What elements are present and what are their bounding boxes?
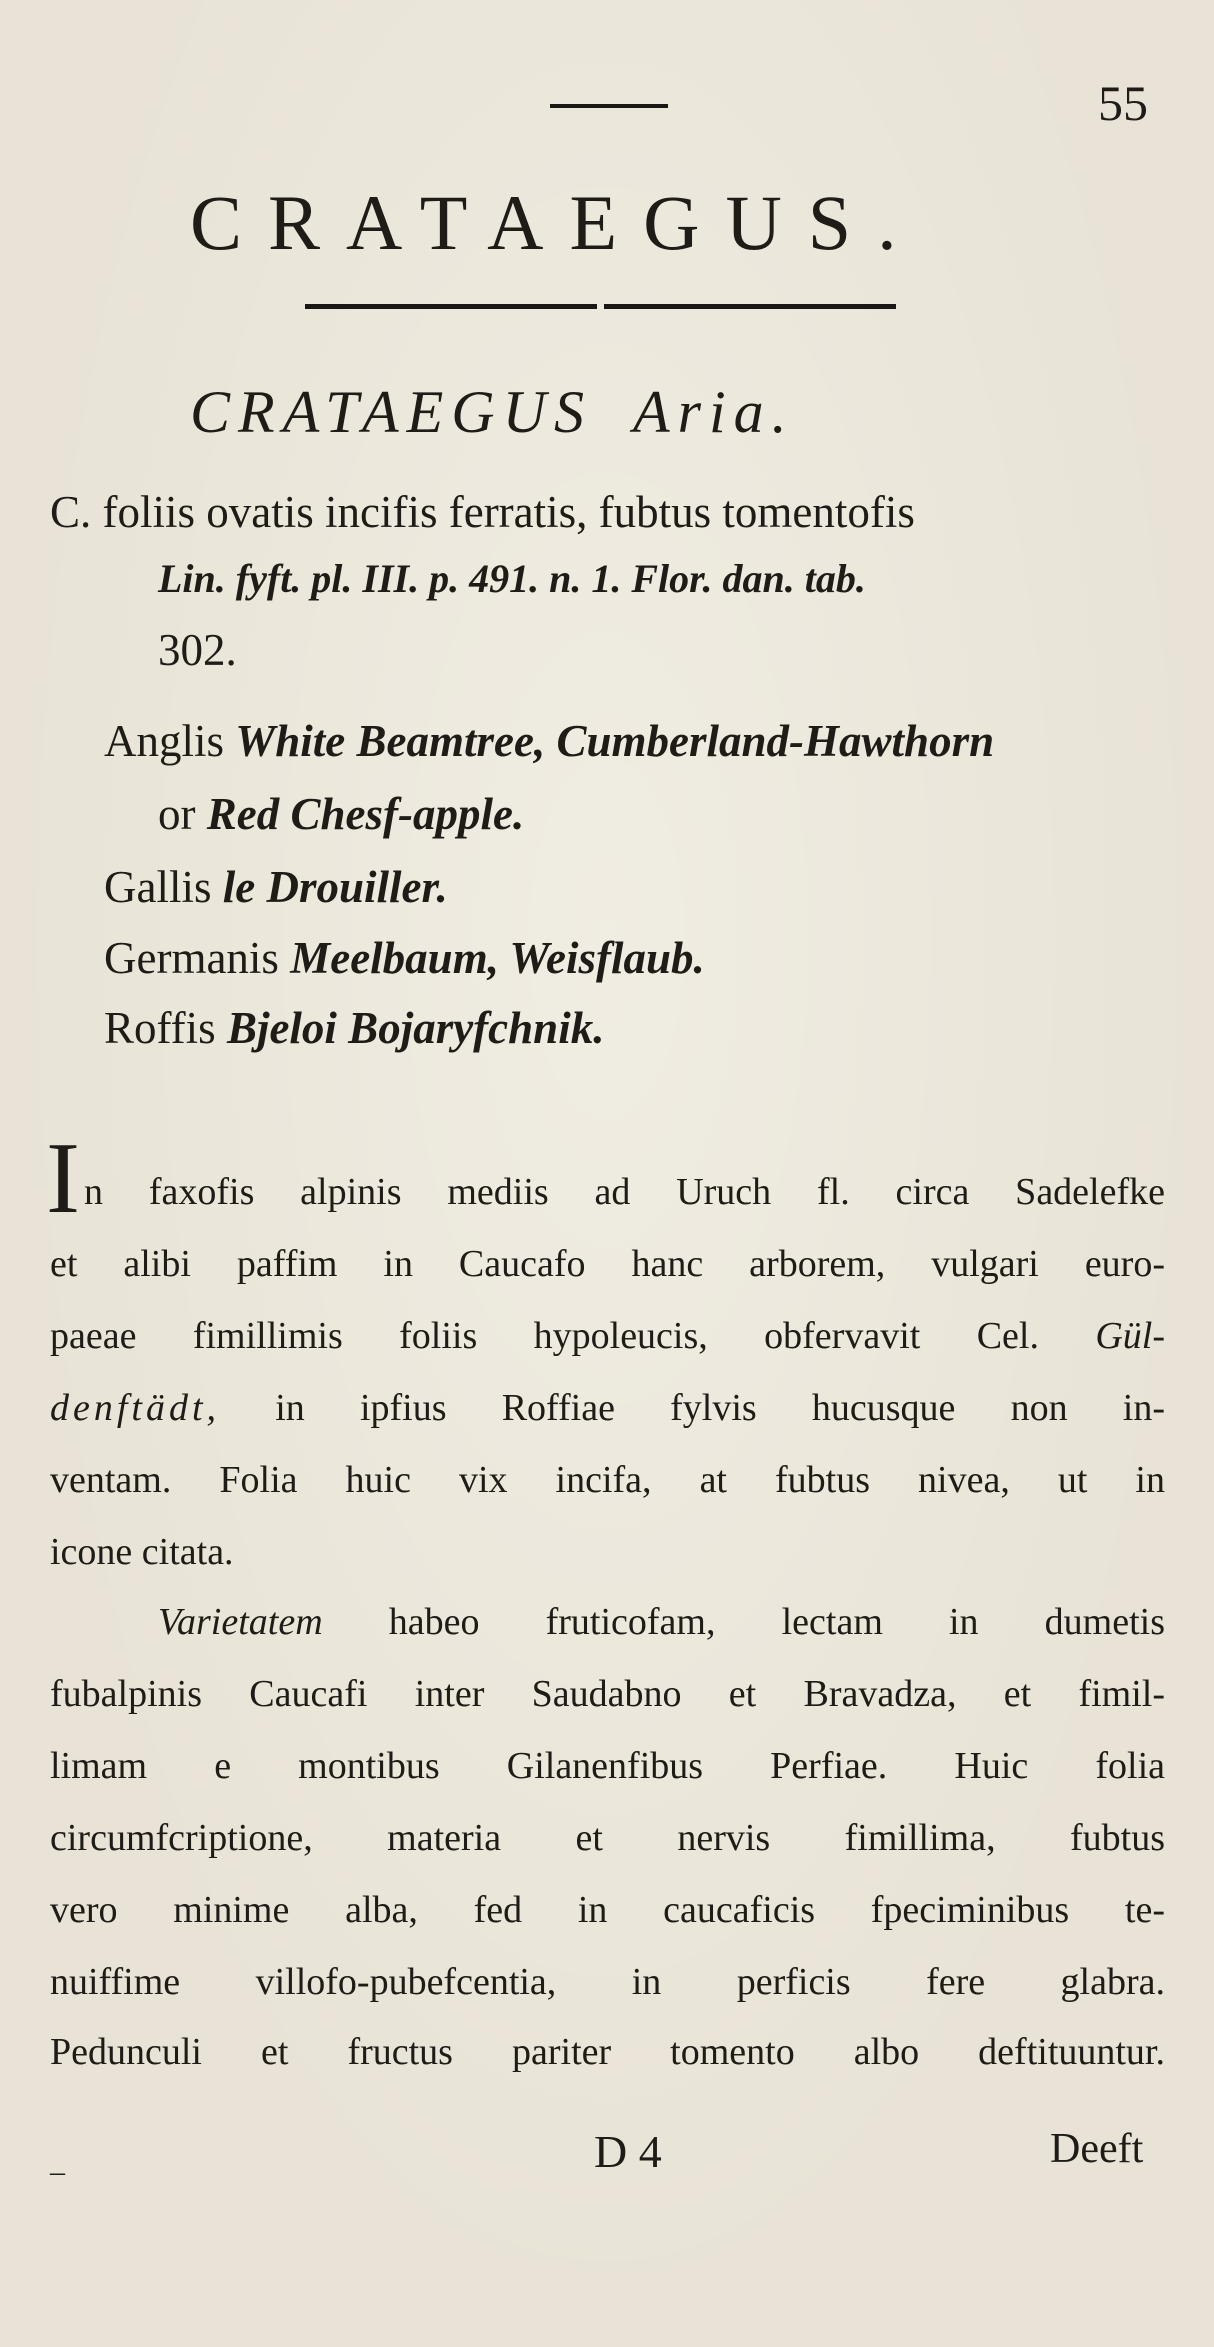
paragraph-2-line-5: vero minime alba, fed in caucaficis fpeciminibus te-: [50, 1889, 1165, 1931]
drop-capital: I: [46, 1122, 80, 1235]
vernacular-anglis: [104, 715, 994, 767]
diagnosis-line-1: C. foliis ovatis incifis ferratis, fubtus tomentofis: [50, 487, 915, 537]
vernacular-gallis: [104, 861, 448, 913]
vernacular-name: Meelbaum, Weisflaub.: [290, 933, 705, 983]
language-label: Germanis: [104, 933, 279, 983]
paragraph-2-line-6: nuiffime villofo-pubefcentia, in perficis fere glabra.: [50, 1961, 1165, 2003]
species-epithet: Aria.: [632, 379, 795, 445]
page-number: 55: [1098, 75, 1148, 131]
vernacular-germanis: [104, 932, 705, 984]
paragraph-1-line-6: icone citata.: [50, 1531, 234, 1573]
genus-title: CRATAEGUS.: [190, 179, 923, 266]
paragraph-1-line-3: paeae fimillimis foliis hypoleucis, obfervavit Cel. Gül-: [50, 1315, 1166, 1357]
footer-dash: –: [50, 2155, 65, 2188]
paragraph-2-line-1: Varietatem habeo fruticofam, lectam in dumetis: [158, 1601, 1165, 1643]
vernacular-anglis-alt: [158, 788, 524, 840]
paragraph-1-line-2: et alibi paffim in Caucafo hanc arborem, vulgari euro-: [50, 1243, 1165, 1285]
vernacular-name: Red Chesf-apple.: [206, 789, 525, 839]
paragraph-2-line-2: fubalpinis Caucafi inter Saudabno et Bravadza, et fimil-: [50, 1673, 1165, 1715]
paragraph-1-line-5: ventam. Folia huic vix incifa, at fubtus nivea, ut in: [50, 1459, 1165, 1501]
header-rule: [550, 104, 668, 108]
language-label: Gallis: [104, 862, 212, 912]
catchword: Deeft: [1050, 2126, 1144, 2172]
language-label: Anglis: [104, 716, 225, 766]
paragraph-1-line-4: denftädt, in ipfius Roffiae fylvis hucusque non in-: [50, 1387, 1165, 1429]
paragraph-2-line-7: Pedunculi et fructus pariter tomento albo deftituuntur.: [50, 2031, 1165, 2073]
diagnosis-plate: 302.: [158, 625, 237, 675]
conjunction: or: [158, 789, 196, 839]
vernacular-name: Bjeloi Bojaryfchnik.: [226, 1003, 605, 1053]
paragraph-1-line-1: n faxofis alpinis mediis ad Uruch fl. circa Sadelefke: [84, 1171, 1165, 1213]
vernacular-name: le Drouiller.: [222, 862, 448, 912]
vernacular-rossis: [104, 1002, 604, 1054]
species-genus: CRATAEGUS: [190, 379, 592, 445]
paragraph-2-line-3: limam e montibus Gilanenfibus Perfiae. Huic folia: [50, 1745, 1165, 1787]
title-rule-right: [604, 304, 896, 309]
language-label: Roffis: [104, 1003, 216, 1053]
vernacular-name: White Beamtree, Cumberland-Hawthorn: [235, 716, 995, 766]
signature-mark: D 4: [594, 2126, 662, 2177]
diagnosis-reference: Lin. fyft. pl. III. p. 491. n. 1. Flor. dan. tab.: [158, 556, 866, 601]
paragraph-2-line-4: circumfcriptione, materia et nervis fimillima, fubtus: [50, 1817, 1165, 1859]
species-heading: [190, 378, 795, 447]
title-rule-left: [305, 304, 597, 309]
